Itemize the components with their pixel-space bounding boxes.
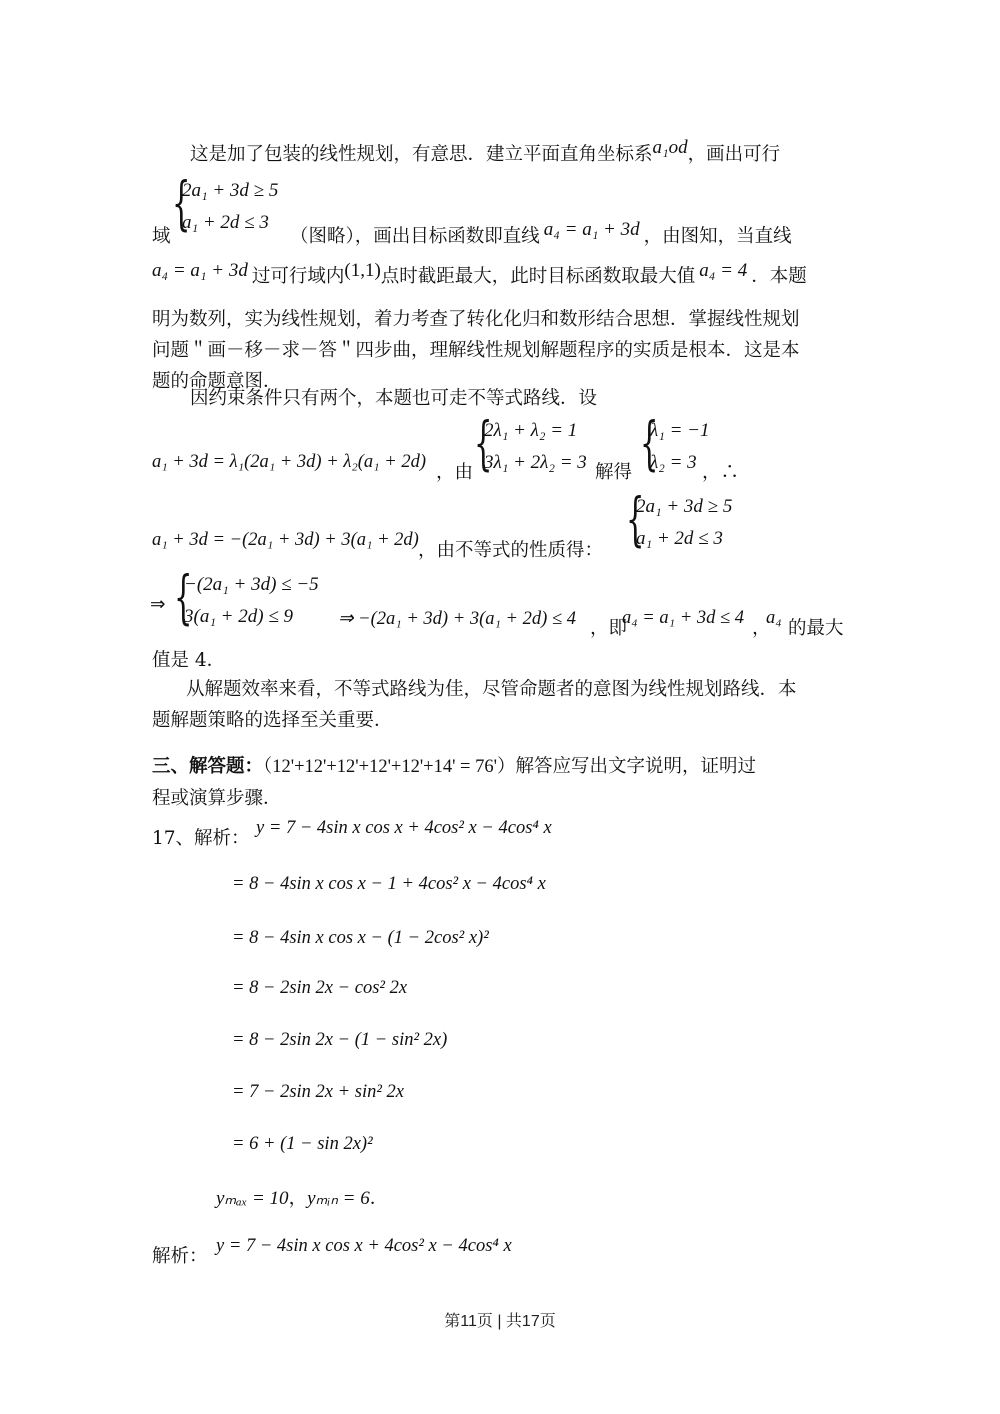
text: ，由图知，当直线 xyxy=(643,226,792,247)
y-min: yₘᵢₙ = 6 xyxy=(307,1188,370,1209)
text-line: 题的命题意图． xyxy=(152,371,282,392)
points: （12'+12'+12'+12'+12'+14' = 76'） xyxy=(263,757,516,777)
equation-row: 3λ₁ + 2λ₂ = 3 xyxy=(484,452,587,473)
text: 值是 4． xyxy=(152,650,226,671)
text-line: 题解题策略的选择至关重要． xyxy=(152,710,393,731)
derivation-step: = 8 − 2sin 2x − cos² 2x xyxy=(232,978,408,998)
constraint-row: 2a₁ + 3d ≥ 5 xyxy=(182,180,279,201)
constraint-system xyxy=(172,169,292,242)
equation: a₄ = a₁ + 3d ≤ 4 xyxy=(622,608,744,628)
text-line: 从解题效率来看，不等式路线为佳，尽管命题者的意图为线性规划路线．本 xyxy=(186,679,797,700)
inequality-row: −(2a₁ + 3d) ≤ −5 xyxy=(184,574,319,595)
text: 解得 xyxy=(595,462,633,483)
section-heading-line xyxy=(152,752,756,778)
text: ． xyxy=(369,1188,389,1209)
transformed-system xyxy=(174,563,334,636)
para1-line xyxy=(190,137,781,166)
text: （图略），画出目标函数即直线 xyxy=(290,226,540,247)
text: 的最大 xyxy=(788,618,844,639)
section-heading: 三、解答题： xyxy=(152,756,264,777)
y-max: yₘₐₓ = 10 xyxy=(216,1188,289,1209)
text: ，由 xyxy=(436,462,474,483)
question-label: 17、解析： xyxy=(152,828,250,849)
derivation-step: = 8 − 4sin x cos x − (1 − 2cos² x)² xyxy=(232,928,489,948)
extrema-line xyxy=(216,1184,388,1210)
constraint-row: a₁ + 2d ≤ 3 xyxy=(182,212,269,233)
constraint-system xyxy=(626,485,746,558)
max-value: a₄ = 4 xyxy=(699,260,748,281)
para3-line1 xyxy=(152,262,807,288)
equation: a₁ + 3d = λ₁(2a₁ + 3d) + λ₂(a₁ + 2d) xyxy=(152,452,426,472)
text: 程或演算步骤． xyxy=(152,788,282,809)
variable: a₄ xyxy=(766,608,782,628)
derivation-step: = 8 − 2sin 2x − (1 − sin² 2x) xyxy=(232,1030,448,1050)
left-brace: { xyxy=(474,409,493,477)
text: 这是加了包装的线性规划，有意思．建立平面直角坐标系 xyxy=(190,144,653,165)
text: ，画出可行 xyxy=(687,144,781,165)
text: ，即 xyxy=(590,618,628,639)
page-footer: 第11页 | 共17页 xyxy=(444,1313,556,1330)
text: ， xyxy=(752,618,771,639)
left-brace: { xyxy=(172,169,191,237)
equation-row: λ₂ = 3 xyxy=(650,452,697,473)
para4-line1 xyxy=(190,384,597,410)
derivation-step: = 8 − 4sin x cos x − 1 + 4cos² x − 4cos⁴ x xyxy=(232,874,546,894)
text: ，由不等式的性质得： xyxy=(418,540,604,561)
left-brace: { xyxy=(626,485,645,553)
para2-line xyxy=(152,222,171,248)
text: 点时截距最大，此时目标函数取最大值 xyxy=(380,266,696,287)
text-line: 问题＂画－移－求－答＂四步曲，理解线性规划解题程序的实质是根本．这是本 xyxy=(152,340,800,361)
text: ， xyxy=(288,1188,308,1209)
lambda-system xyxy=(474,409,604,482)
constraint-row: 2a₁ + 3d ≥ 5 xyxy=(636,496,733,517)
derivation-step: = 7 − 2sin 2x + sin² 2x xyxy=(232,1082,404,1102)
text-line: 明为数列，实为线性规划，着力考查了转化化归和数形结合思想．掌握线性规划 xyxy=(152,309,800,330)
constraint-row: a₁ + 2d ≤ 3 xyxy=(636,528,723,549)
implies-symbol: ⇒ xyxy=(150,595,166,615)
inequality-row: 3(a₁ + 2d) ≤ 9 xyxy=(184,606,294,627)
equation: y = 7 − 4sin x cos x + 4cos² x − 4cos⁴ x xyxy=(256,818,552,838)
objective-line: a₄ = a₁ + 3d xyxy=(152,260,248,281)
analysis-label: 解析： xyxy=(152,1246,208,1267)
therefore-symbol: ，∴ xyxy=(702,462,740,483)
text: 域 xyxy=(152,226,171,247)
text: 因约束条件只有两个，本题也可走不等式路线．设 xyxy=(190,388,598,409)
equation: ⇒ −(2a₁ + 3d) + 3(a₁ + 2d) ≤ 4 xyxy=(338,609,576,629)
objective-line: a₄ = a₁ + 3d xyxy=(543,219,640,240)
left-brace: { xyxy=(640,409,659,477)
text: ．本题 xyxy=(751,266,807,287)
equation-row: 2λ₁ + λ₂ = 1 xyxy=(484,420,578,441)
equation-row: λ₁ = −1 xyxy=(650,420,710,441)
equation: a₁ + 3d = −(2a₁ + 3d) + 3(a₁ + 2d) xyxy=(152,530,419,550)
derivation-step: = 6 + (1 − sin 2x)² xyxy=(232,1134,373,1154)
para2-line-cont xyxy=(290,219,792,248)
left-brace: { xyxy=(174,563,193,631)
coordinate-system: a₁od xyxy=(652,137,688,158)
equation: y = 7 − 4sin x cos x + 4cos² x − 4cos⁴ x xyxy=(216,1236,512,1256)
text: 解答应写出文字说明，证明过 xyxy=(515,756,756,777)
para5 xyxy=(152,674,852,736)
text: 过可行域内 xyxy=(251,266,345,287)
point: (1,1) xyxy=(344,260,381,281)
